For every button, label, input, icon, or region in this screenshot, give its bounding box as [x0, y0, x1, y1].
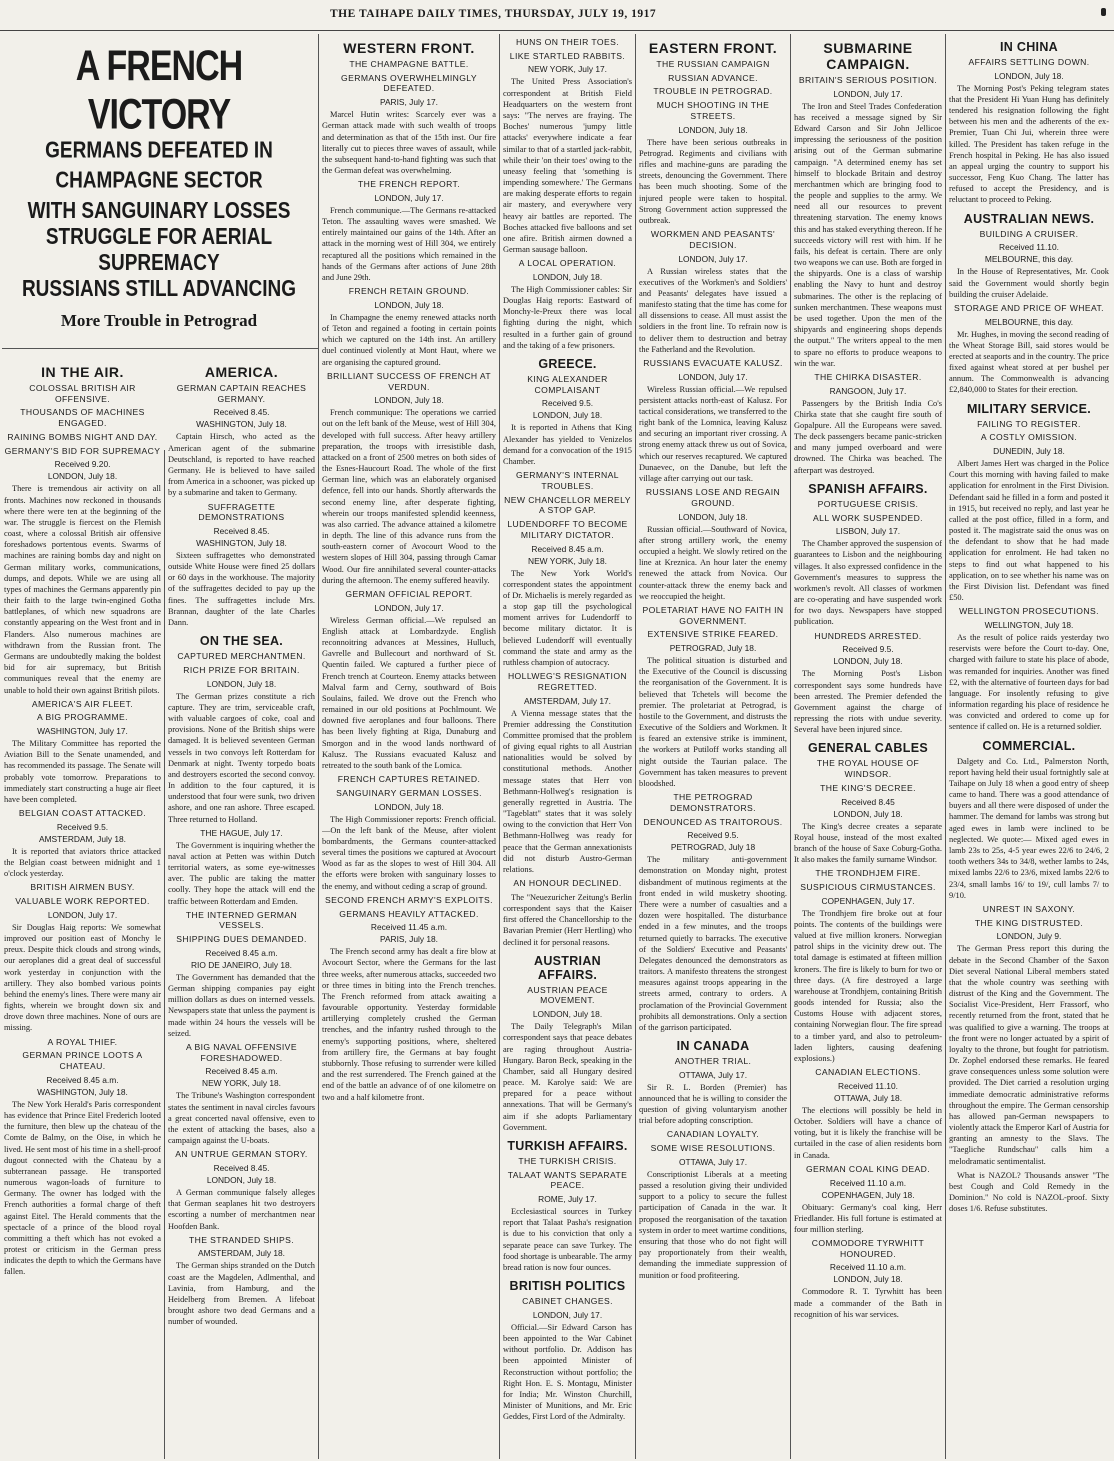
article-body: As the result of police raids yesterday two reservists were before the Court to-day. One, charged with failure to state his place of abode, was remanded for inquiries. Another was fined £2, with the alternative of fourteen days for bad language. For insolently refusing to give information regarding his place of residence he was convicted and ordered to come up for sentence if called on. He is a returned soldier.	[949, 633, 1109, 732]
dateline: OTTAWA, July 17.	[678, 1069, 748, 1080]
article-subhead: ALL WORK SUSPENDED.	[813, 512, 923, 523]
article-headline: CANADIAN LOYALTY.	[666, 1129, 760, 1140]
article-headline: AUSTRIAN AFFAIRS.	[534, 953, 601, 982]
article-headline: UNREST IN SAXONY.	[982, 903, 1076, 914]
article-subhead: TROUBLE IN PETROGRAD.	[653, 86, 773, 97]
article-headline: STORAGE AND PRICE OF WHEAT.	[954, 302, 1104, 313]
article-headline: WORKMEN AND PEASANTS' DECISION.	[650, 229, 776, 250]
dateline: LONDON, July 17.	[678, 371, 748, 382]
received-time: Received 9.5.	[56, 821, 109, 832]
article-subhead: NEW CHANCELLOR MERELY A STOP GAP.	[504, 494, 631, 516]
article-headline: IN THE AIR.	[41, 364, 124, 380]
dateline: LONDON, July 18.	[833, 656, 903, 667]
column-3	[322, 34, 496, 1459]
dateline: OTTAWA, July 18.	[833, 1092, 903, 1103]
article-subhead: RUSSIAN ADVANCE.	[668, 72, 758, 83]
article-body: The Military Committee has reported the Aviation Bill to the Senate unamended, and has recommended its passage. The Senate will probably vote tomorrow. Preparations to immediately start constructing a huge air fleet have been completed.	[4, 739, 161, 804]
article-headline: GENERAL CABLES	[808, 741, 928, 756]
article-headline: THE FRENCH REPORT.	[357, 179, 461, 190]
article-body: Captain Hirsch, who acted as the American agent of the submarine Deutschland, is reported to have reached Germany. He is believed to have sailed from America in a schooner, was picked up by a submarine and taken to Germany.	[168, 432, 315, 498]
article-subhead: ANOTHER TRIAL.	[674, 1056, 752, 1067]
article-headline: AMERICA'S AIR FLEET.	[31, 698, 134, 709]
article-subhead: AUSTRIAN PEACE MOVEMENT.	[527, 984, 608, 1006]
article-subhead: GERMANS OVERWHELMINGLY DEFEATED.	[341, 72, 477, 94]
article-headline: WESTERN FRONT.	[343, 40, 475, 56]
article-headline: EASTERN FRONT.	[648, 40, 778, 56]
article-headline: A BIG NAVAL OFFENSIVE FORESHADOWED.	[186, 1041, 297, 1063]
article-headline: POLETARIAT HAVE NO FAITH IN GOVERNMENT.	[642, 604, 784, 626]
lead-subhead: RUSSIANS STILL ADVANCING	[21, 277, 297, 303]
received-time: Received 11.10.	[838, 1080, 898, 1091]
article-headline: RUSSIANS EVACUATE KALUSZ.	[643, 357, 783, 368]
article-headline: SUBMARINE CAMPAIGN.	[823, 40, 913, 72]
article-subhead: MUCH SHOOTING IN THE STREETS.	[656, 100, 770, 121]
lead-banner	[4, 34, 314, 344]
dateline: LONDON, July 18.	[206, 678, 277, 689]
lead-subhead: More Trouble in Petrograd	[60, 311, 258, 331]
article-subhead: VALUABLE WORK REPORTED.	[15, 896, 150, 907]
dateline: MELBOURNE, this day.	[984, 316, 1074, 327]
article-headline: AMERICA.	[204, 364, 279, 380]
article-body: French communique: The operations we carried out on the left bank of the Meuse, west of Hill 304, developed with full success. After heavy artillery preparation, the troops with irresistible dash, attacked on a front of 2500 metres on both sides of the Esnes-Haucourt Road. The whole of the first German line, which was an elaborately organised defence, fell into our hands. Shortly afterwards the second enemy line, after desperate fighting, wherein our troops manifested splendid keenness, was also carried. The advance attained a kilometre in depth. The line of this advance runs from the south-eastern corner of Avocourt Wood to the western slopes of Hill 304, passing through Camar Wood. Our fire annihilated several counter-attacks during the afternoon. The enemy suffered heavily.	[322, 408, 496, 585]
article-body: The High Commissioner cables: Sir Douglas Haig reports: Eastward of Monchy-le-Preux there was local fighting during the night, which resulted in a further gain of ground and the taking of a few prisoners.	[503, 284, 632, 350]
article-body: The Government is inquiring whether the naval action at Petten was within Dutch territorial waters, as some eye-witnesses aver. The public are taking the matter coolly. They hope the attack will end the traffic between Rotterdam and Emden.	[168, 840, 315, 906]
column-7	[949, 34, 1109, 1459]
dateline: NEW YORK, July 18.	[528, 555, 607, 566]
article-subhead: PORTUGUESE CRISIS.	[817, 498, 919, 509]
dateline: NEW YORK, July 17.	[528, 64, 607, 75]
article-subhead: SHIPPING DUES DEMANDED.	[176, 934, 307, 945]
article-headline: GERMAN COAL KING DEAD.	[805, 1163, 931, 1174]
article-body: French communique.—The Germans re-attacked Teton. The assaulting waves were smashed. We entirely maintained our gains of the 14th. After an attack in the morning west of Hill 304, we entirely recaptured all the positions which remained in the hands of the Germans after actions of June 28th and June 29th.	[322, 205, 496, 282]
article-headline: GREECE.	[538, 356, 597, 371]
dateline: LONDON, July 18.	[206, 1175, 277, 1186]
article-headline: HUNS ON THEIR TOES.	[515, 37, 620, 47]
article-body: Albert James Hert was charged in the Police Court this morning with having failed to make application for enrolment in the First Division. Defendant said he filled in a form and posted it in 1915, but received no reply, and last year he called at the post office, filled in a form, and posted it. The magistrate said the onus was on the defendant to show that he had made application for enrolment. He had taken no steps to find out what happened to his application, on to see whether his name was on the First Division list. Defendant was fined £50.	[949, 459, 1109, 603]
article-subhead: DENOUNCED AS TRAITOROUS.	[643, 816, 783, 827]
dateline: THE HAGUE, July 17.	[200, 827, 283, 838]
article-headline: A LOCAL OPERATION.	[518, 258, 617, 269]
lead-subhead: STRUGGLE FOR AERIAL SUPREMACY	[45, 224, 273, 277]
received-time: Received 8.45 a.m.	[46, 1074, 119, 1085]
article-body: The French second army has dealt a fire blow at Avocourt Sector, where the Germans for the last three weeks, after numerous attacks, succeeded two or three times in biting into the French trenches. The French reformed from attack awaiting a favourable opportunity. Yesterday formidable artillerying completely crushed the German trenches, and the infantry rushed through to the enemy's supporting positions, where, sheltered from artillery fire, the Germans at bay fought stubbornly. Those refusing to surrender were killed and the rest surrendered. The French gained at the end of the battle an advance of of one kilometre on two and a half kilometre front.	[322, 947, 496, 1102]
article-headline: CANADIAN ELECTIONS.	[815, 1067, 921, 1078]
article-subhead: SUSPICIOUS CIRMUSTANCES.	[800, 882, 936, 893]
received-time: Received 8.45 a.m.	[205, 1066, 278, 1077]
dateline: LONDON, July 18.	[374, 395, 444, 406]
article-subhead: THOUSANDS OF MACHINES ENGAGED.	[20, 407, 145, 429]
article-body: The military anti-government demonstration on Monday night, protest disbandment of mutinous regiments at the front ended in wild musketry shooting. There were a number of casualties and a dozen were hospitalled. The disturbance ended in a few minutes, and the troops returned quietly to barracks. The executive of the Soldiers' Executive and Peasants' Delegates denounced the demonstrators as traitors. A manifesto threatens the strongest measures against troops appearing in the streets armed, contrary to orders. A proclamation of the Provincial Government prohibits all demonstrations. Only a section of the garrison participated.	[639, 855, 787, 1032]
advertisement-text: What is NAZOL? Thousands answer "The best Cough and Cold Remedy in the Dominion." No cold is NAZOL-proof. Sixty doses 1/6. Refuse substitutes.	[949, 1170, 1109, 1214]
article-headline: IN CANADA	[676, 1039, 750, 1054]
article-subhead: GERMAN CAPTAIN REACHES GERMANY.	[176, 383, 307, 404]
masthead-title: THE TAIHAPE DAILY TIMES, THURSDAY, JULY 19, 1917	[330, 8, 657, 20]
article-body: In the House of Representatives, Mr. Cook said the Government would shortly begin building the cruiser Adelaide.	[949, 267, 1109, 299]
lead-subhead: WITH SANGUINARY LOSSES	[27, 199, 291, 225]
received-time: Received 8.45.	[213, 1163, 270, 1174]
dateline: COPENHAGEN, July 17.	[821, 895, 915, 906]
article-body: The political situation is disturbed and the Executive of the Council is discussing the reorganisation of the Government. It is believed that Tchetels will become the premier. The proletariat at Petrograd, is hostile to the Government, and distrusts the Executive of the Soldiers and Workmen. It is feared an extensive strike is imminent, the workers at Putiloff works standing all night outside the Taurian palace. The Government has taken measures to prevent bloodshed.	[639, 656, 787, 788]
article-headline: COMMODORE TYRWHITT HONOURED.	[811, 1238, 925, 1259]
column-rule	[318, 34, 319, 1459]
article-body: The Iron and Steel Trades Confederation has received a message signed by Sir Edward Carson and Sir John Jellicoe impressing the seriousness of the position arising out of the German submarine campaign. "A determined enemy has set himself to blockade Britain and destroy merchantmen which are bringing food to the people and supplies to the army. We need all our resources to prevent threatening starvation. The enemy knows this and has staked everything thereon. If he succeeds victory will rest with him. If he fails, his defeat is certain. There are only two weapons we can use. Both are forged in the shipyards. One is a class of warship enabling the Navy to hunt and destroy submarines. The other is the replacing of sunken merchantmen. These weapons must be used together. Upon the men of the shipyards and engineering shops depends the output." The writers appeal to the men to spare no efforts to produce weapons to win the war.	[794, 101, 942, 368]
article-body: It is reported that aviators thrice attacked the Belgian coast between midnight and 1 o'clock yesterday.	[4, 846, 161, 879]
dateline: OTTAWA, July 17.	[678, 1156, 748, 1167]
dateline: LONDON, July 17.	[374, 602, 444, 613]
received-time: Received 8.45.	[213, 525, 270, 536]
dateline: PETROGRAD, July 18	[670, 842, 756, 853]
dateline: RIO DE JANEIRO, July 18.	[191, 959, 292, 970]
received-time: Received 8.45	[841, 796, 895, 807]
article-subhead: CAPTURED MERCHANTMEN.	[177, 651, 306, 662]
column-rule	[499, 34, 500, 1459]
article-body: Sir R. L. Borden (Premier) has announced that he is willing to consider the question of giving voluntaryism another trial before adopting conscription.	[639, 1082, 787, 1126]
dateline: LONDON, July 17.	[678, 253, 748, 264]
banner-rule	[2, 348, 318, 349]
article-headline: BRITISH AIRMEN BUSY.	[30, 882, 135, 893]
article-body: Dalgety and Co. Ltd., Palmerston North, report having held their usual fortnightly sale at Taihape on July 18 when a good entry of sheep came to hand. There was a good attendance of buyers and all there were disposed of under the hammer. The demand for lambs was strong but aged ewes in lamb were inclined to be neglected. We quote:— Mixed aged ewes in lamb 23s to 25s, 4-5 year ewes 22/6 to 24/6, 2 tooth wethers 34s to 34/8, wether lambs to 24s, mixed lambs 22/6 to 23/6, mixed lambs 22/6 to 23/4, small lambs 16/ to 19/, cull lambs 7/ to 9/10.	[949, 756, 1109, 900]
lead-subhead: GERMANS DEFEATED IN CHAMPAGNE SECTOR	[45, 138, 273, 194]
article-subhead: LUDENDORFF TO BECOME MILITARY DICTATOR.	[507, 519, 628, 540]
article-subhead: BRITAIN'S SERIOUS POSITION.	[798, 75, 938, 85]
article-body: Marcel Hutin writes: Scarcely ever was a German attack made with such wealth of troops and determination as that of the 15th inst. Our fire literally cut to pieces three waves of assault, while the subsequent hand-to-hand fighting was such that the German defeat was overwhelming.	[322, 110, 496, 176]
dateline: PARIS, July 18.	[379, 934, 439, 945]
article-headline: AN UNTRUE GERMAN STORY.	[175, 1149, 308, 1160]
article-body: Mr. Hughes, in moving the second reading of the Wheat Storage Bill, said stores would be erected at seaports and in the country. The price fixed against wheat stored at per bushel per annum. The Commonwealth is advancing £2,840,000 to States for their erection.	[949, 329, 1109, 395]
article-body: The United Press Association's correspondent at British Field Headquarters on the western front says: "The nerves are fraying. The Boches' numerous 'jumpy little attacks' everywhere indicate a fear similar to that of a startled jack-rabbit, while their 'on their toes' owing to the uneasy feeling that 'something is impending somewhere.' The Germans are making desperate efforts to regain air mastery, and everywhere very heavy air battles are reported. The Boches attacked five balloons and set one afire. British airmen downed a German sausage balloon.	[503, 77, 632, 255]
article-subhead: GERMAN PRINCE LOOTS A CHATEAU.	[22, 1050, 143, 1072]
article-subhead: COLOSSAL BRITISH AIR OFFENSIVE.	[29, 383, 136, 404]
dateline: MELBOURNE, this day.	[984, 254, 1074, 265]
article-body: Obituary: Germany's coal king, Herr Friedlander. His full fortune is estimated at four million sterling.	[794, 1202, 942, 1234]
dateline: LONDON, July 17.	[532, 1309, 603, 1320]
article-body: The King's decree creates a separate Royal house, instead of the most exalted branch of the house of Saxe Coburg-Gotha. It also makes the family surname Windsor.	[794, 821, 942, 865]
article-subhead: BUILDING A CRUISER.	[979, 228, 1079, 239]
dateline: NEW YORK, July 18.	[202, 1078, 281, 1089]
dateline: WASHINGTON, July 18.	[196, 419, 287, 430]
article-subhead: EXTENSIVE STRIKE FEARED.	[647, 629, 779, 640]
received-time: Received 11.10.	[999, 242, 1059, 253]
article-body: The German Press report this during the debate in the Second Chamber of the Saxon Diet several National Liberal members stated that the whole country was seething with distrust of the King and the Government. The Socialist Vice-President, Herr Frassorf, who recently returned from the front, stated that he was qualified to give a warning. The troops at the front were no longer actuated by a spirit of loyalty to the throne, but fought for patriotism. Dr. Zophel endorsed these remarks. He feared grave consequences unless some solution were provided. The Diet carried a resolution urging immediate democratic administrative reforms throughout the empire. The German censorship has allowed pan-German newspapers to violently attack the Emperor Karl of Austria for granting an amnesty to the Slavs. The "Taegliche Rundschau" calls him a melodramatic sentimentalist.	[949, 944, 1109, 1166]
article-body: The "Neuezuricher Zeitung's Berlin correspondent says that the Kaiser first offered the Chancellorship to the Bavarian Premier (Herr Hertling) who declined it for personal reasons.	[503, 892, 632, 947]
article-body: Sir Douglas Haig reports: We somewhat improved our position east of Monchy le preux. Despite thick clouds and strong winds, our aeroplanes did a great deal of successful work yesterday in conjunction with the artillery. They also bombed various points behind the enemy's lines. There were many air fights, wherein we brought down six and drove down three machines. None of ours are missing.	[4, 922, 161, 1033]
article-subhead: KING ALEXANDER COMPLAISANT	[527, 373, 608, 395]
article-headline: GERMANY'S INTERNAL TROUBLES.	[516, 470, 619, 491]
dateline: AMSTERDAM, July 18.	[197, 1248, 286, 1259]
dateline: AMSTERDAM, July 18.	[38, 833, 127, 844]
received-time: Received 9.5.	[541, 398, 594, 409]
article-headline: GERMAN OFFICIAL REPORT.	[345, 588, 473, 599]
article-body: Conscriptionist Liberals at a meeting passed a resolution giving their undivided support to a policy to secure the fullest participation of Canada in the war. It proposed the reorganisation of the taxation system in order to meet wartime conditions, ensuring that those who do not fight will pay proportionately from their wealth, demanding the immediate suppression of munition or food profiteering.	[639, 1169, 787, 1280]
article-subhead: A COSTLY OMISSION.	[980, 432, 1078, 443]
article-headline: COMMERCIAL.	[982, 738, 1076, 753]
article-subhead: CABINET CHANGES.	[522, 1296, 613, 1307]
dateline: WASHINGTON, July 18.	[37, 1086, 128, 1097]
article-headline: IN CHINA	[1000, 40, 1058, 54]
article-body: A German communique falsely alleges that German seaplanes hit two destroyers escorting a number of merchantmen near Hoofden Bank.	[168, 1188, 315, 1231]
received-time: Received 11.10 a.m.	[829, 1177, 907, 1188]
article-headline: THE STRANDED SHIPS.	[188, 1234, 294, 1245]
article-headline: THE TRONDHJEM FIRE.	[815, 868, 921, 879]
dateline: PETROGRAD, July 18.	[669, 643, 757, 654]
article-subhead: THE KING DISTRUSTED.	[974, 917, 1084, 928]
dateline: LONDON, July 18.	[374, 801, 444, 812]
column-1	[4, 358, 161, 1458]
article-headline: FRENCH CAPTURES RETAINED.	[337, 774, 481, 785]
dateline: LONDON, July 18.	[678, 511, 748, 522]
dateline: WASHINGTON, July 18.	[196, 537, 287, 548]
article-headline: SPANISH AFFAIRS.	[808, 481, 928, 496]
article-subhead: GERMANY'S BID FOR SUPREMACY	[4, 445, 161, 456]
article-body: The Chamber approved the suspension of guarantees to Lisbon and the neighbouring villages. It also expressed confidence in the Government's measures to suppress the workmen's revolt. All classes of workmen are co-operating and have suspended work for two days. Newspapers have stopped publication.	[794, 539, 942, 627]
dateline: DUNEDIN, July 18.	[993, 446, 1065, 457]
article-body: The Tribune's Washington correspondent states the sentiment in naval circles favours a great concerted naval offensive, even to the extent of attacking the bases, also a campaign against the U-boats.	[168, 1091, 315, 1146]
article-subhead: SANGUINARY GERMAN LOSSES.	[336, 787, 482, 798]
article-headline: RUSSIANS LOSE AND REGAIN GROUND.	[645, 487, 781, 508]
article-headline: MILITARY SERVICE.	[966, 401, 1092, 416]
article-body: The elections will possibly be held in October. Soldiers will have a chance of voting, but it is likely the franchise will be curtailed in the case of alien residents born in Canada.	[794, 1105, 942, 1160]
article-body: Ecclesiastical sources in Turkey report that Talaat Pasha's resignation is due to his conviction that only a separate peace can save Turkey. The food shortage is unbearable. The army bread ration is now four ounces.	[503, 1207, 632, 1272]
article-body: Sixteen suffragettes who demonstrated outside White House were fined 25 dollars or 60 days in the workhouse. The majority of the suffragettes decided to pay up the fines. The suffragettes include Mrs. Brannan, daughter of the late Charles Dann.	[168, 550, 315, 627]
received-time: Received 11.45 a.m.	[370, 922, 448, 933]
column-2	[168, 358, 315, 1458]
article-headline: HUNDREDS ARRESTED.	[814, 630, 922, 641]
dateline: LONDON, July 18.	[532, 410, 603, 421]
article-body: There have been serious outbreaks in Petrograd. Regiments and civilians with rifles and machine-guns are parading the streets, denouncing the Government. There has been much shooting. Some of the injured people were taken to hospital. Strong Government action suppressed the outbreak.	[639, 137, 787, 225]
article-body: The Morning Post's Peking telegram states that the President Hi Yuan Hung has definitely tendered his resignation following the fight between his men and the adherents of the ex-Premier, Tuan Chi Jui, wherein three were killed. The President has taken refuge in the French hospital in Peking. He has also issued an appeal urging the country to support his successor, Feng Kuo Chang. The latter has refused to accept the Presidency, and is reluctant to proceed to Peking.	[949, 83, 1109, 205]
article-subhead: THE CHAMPAGNE BATTLE.	[349, 59, 469, 69]
received-time: Received 9.20.	[54, 459, 111, 470]
received-time: Received 8.45 a.m.	[205, 947, 278, 958]
article-body: The High Commissioner reports: French official.—On the left bank of the Meuse, after violent bombardments, the Germans counter-attacked several times the positions we captured at Avocourt Wood as far as the slopes to west of Hill 304. All the efforts were broken with sanguinary losses to the enemy, and without ceding a scrap of ground.	[322, 814, 496, 891]
article-body: Commodore R. T. Tyrwhitt has been made a commander of the Bath in recognition of his war services.	[794, 1287, 942, 1319]
dateline: PARIS, July 17.	[379, 97, 439, 108]
article-body: It is reported in Athens that King Alexander has yielded to Venizelos demand for a convocation of the 1915 Chamber.	[503, 423, 632, 466]
article-body: The German prizes constitute a rich capture. They are trim, serviceable craft, with valuable cargoes of coke, coal and provisions. None of the British ships were damaged. It is believed seventeen German vessels in two convoys left Rotterdam for Denmark at night. Twenty torpedo boats and destroyers escorted the second convoy. In addition to the four captured, it is understood that four were sunk, two driven ashore, and one ran ashore. Three escaped. Three returned to Holland.	[168, 691, 315, 824]
article-body: There is tremendous air activity on all fronts. Machines now reckoned in thousands where there were ten at the beginning of the war. The struggle is fiercest on the Flemish coast, where a colossal British air offensive foreshadows portentous events. Swarms of machines are raining bombs day and night on German military works, communications, dumps, and depots. While we are using all types of machines the Germans apparently pin their faith to the large twin-engined Gotha battleplanes, of which new squadrons are constantly appearing on the West front and in Flanders. Also numerous machines are withdrawn from the Russian front. The Germans are undoubtedly making the boldest bid for air supremacy, but British communiques reveal that the enemy are unable to hold their own against British pilots.	[4, 484, 161, 695]
dateline: LISBON, July 17.	[835, 526, 901, 537]
article-body: Official.—Sir Edward Carson has been appointed to the War Cabinet without portfolio. Dr. Addison has been appointed Minister of Reconstruction without portfolio; the Right Hon. E. S. Montagu, Minister for India; Mr. Winston Churchill, Minister of Munitions, and Mr. Eric Geddes, First Lord of the Admiralty.	[503, 1322, 632, 1422]
dateline: LONDON, July 18.	[994, 70, 1064, 81]
article-subhead: AFFAIRS SETTLING DOWN.	[968, 57, 1090, 67]
article-body: Passengers by the British India Co's Chirka state that she caught fire south of Gopalpure. All the Europeans were saved. The deck passengers became panic-stricken and many jumped overboard and were drowned. The Chirka was beached. The afterpart was destroyed.	[794, 398, 942, 475]
page-mark	[1101, 8, 1106, 16]
column-rule	[945, 34, 946, 1459]
dateline: RANGOON, July 17.	[829, 385, 907, 396]
masthead	[0, 0, 1114, 31]
article-body: The Government has demanded that the German shipping companies pay eight million dollars as dues on interned vessels. Newspapers state that unless the payment is made within 24 hours the vessels will be seized.	[168, 972, 315, 1038]
article-body: The Morning Post's Lisbon correspondent says some hundreds have been arrested. The Premier defended the Government against the charge of repressing the riots with undue severity. Several have been injured since.	[794, 669, 942, 735]
received-time: Received 8.45 a.m.	[531, 543, 604, 554]
dateline: COPENHAGEN, July 18.	[821, 1189, 915, 1200]
article-headline: ON THE SEA.	[199, 634, 284, 649]
article-body: The New York World's correspondent states the appointment of Dr. Michaelis is merely regarded as a stop gap till the psychological moment arrives for Ludendorff to become military dictator. It is believed Ludendorff will eventually command the state and army as the ruthless champion of autocracy.	[503, 568, 632, 667]
article-subhead: THE ROYAL HOUSE OF WINDSOR.	[816, 758, 920, 780]
dateline: LONDON, July 18.	[532, 271, 603, 282]
article-headline: THE INTERNED GERMAN VESSELS.	[185, 909, 298, 931]
dateline: LONDON, July 17.	[47, 909, 118, 920]
dateline: LONDON, July 18.	[678, 124, 748, 135]
article-subhead: SOME WISE RESOLUTIONS.	[650, 1143, 776, 1154]
article-body: The Daily Telegraph's Milan correspondent says that peace debates are raging throughout Austria-Hungary. Baron Beck, speaking in the Chamber, said all Hungary desired peace. M. Karolye said: We are prepared for a peace without annexations. That will be Germany's aim if she adopts Parliamentary Government.	[503, 1022, 632, 1132]
article-headline: SUFFRAGETTE DEMONSTRATIONS	[198, 501, 285, 523]
dateline: LONDON, July 18.	[374, 299, 444, 310]
article-body: Wireless German official.—We repulsed an English attack at Lombardzyde. English reconnoitring advances at Messines, Hulluch, Gavrelle and Bullecourt and northward of St. Quentin failed. We captured a further piece of French trench at Courteon. Enemy attacks between Malval farm and Cerny, southward of Bois Soulains, failed. We drove out the French who remained in our old positions at Pochlmount. We downed five aeroplanes and four balloons. There has been lively fighting at Riga, Dunaburg and Smorgon and in the wood lands northward of Kalusz. The Russians evacuated Kalusz and retreated to the south bank of the Lomica.	[322, 615, 496, 770]
article-headline: THE CHIRKA DISASTER.	[814, 371, 922, 382]
dateline: AMSTERDAM, July 17.	[523, 695, 612, 706]
article-subhead: A BIG PROGRAMME.	[37, 712, 128, 723]
article-subhead: GERMANS HEAVILY ATTACKED.	[339, 908, 479, 919]
column-6	[794, 34, 942, 1459]
article-headline: THE PETROGRAD DEMONSTRATORS.	[670, 792, 756, 813]
column-5	[639, 34, 787, 1459]
dateline: LONDON, July 17.	[833, 88, 903, 99]
article-headline: TURKISH AFFAIRS.	[507, 1138, 628, 1153]
dateline: ROME, July 17.	[538, 1194, 597, 1205]
received-time: Received 8.45.	[213, 407, 270, 418]
article-body: The New York Herald's Paris correspondent has evidence that Prince Eitel Frederich looted the furniture, then blew up the chateau of the Comte de Balmy, on the Oise, in which he lived. He sent most of his time in a shell-proof dugout connected with the Chateau by a subterranean passage. He transported numerous wagon-loads of furniture to Germany. The owner has lodged with the French authorities a formal charge of theft against Eitel. The Herald comments that the spectacle of a prince of the blood royal committing a theft which has not evoked a protest or criticism in the German press indicates the depth to which the Germans have fallen.	[4, 1099, 161, 1277]
dateline: LONDON, July 18.	[833, 1274, 903, 1285]
dateline: LONDON, July 18.	[532, 1009, 603, 1020]
article-subhead: RAINING BOMBS NIGHT AND DAY.	[7, 431, 158, 442]
article-headline: A ROYAL THIEF.	[47, 1036, 118, 1047]
column-4	[503, 34, 632, 1459]
article-headline: WELLINGTON PROSECUTIONS.	[959, 606, 1099, 617]
article-body: A Russian wireless states that the executives of the Workmen's and Soldiers' and Peasants' delegates have issued a manifesto stating that the time has come for all dissensions to cease. All must assist the soldiers in the front line. To refrain now is to deliver them to destruction and betray the Fatherland and the Revolution.	[639, 266, 787, 354]
article-body: The German ships stranded on the Dutch coast are the Magdelen, Adlmenthal, and Lavinia, from Hamburg, and the Heidelberg from Bremen. A lifeboat brought ashore two dead Germans and a number of wounded.	[168, 1261, 315, 1327]
article-subhead: THE KING'S DECREE.	[820, 782, 916, 793]
article-subhead: THE RUSSIAN CAMPAIGN	[656, 59, 770, 69]
received-time: Received 9.5.	[842, 644, 894, 655]
article-body: The Trondhjem fire broke out at four points. The contents of the buildings were valued at five million kroners. Norwegian patrol ships in the vicinity drew out. The total damage is estimated at fifteen million kroners. The fire is likely to burn for two or three days. (A fire destroyed a large warehouse at Trondhjem, containing British goods intended for Russia; also the Customs House with adjacent stores, containing Norwegian flour. The fire spread to a timber yard, and also to petroleum-laden lighters, causing deafening explosions.)	[794, 908, 942, 1063]
article-headline: HOLLWEG'S RESIGNATION REGRETTED.	[507, 671, 628, 692]
received-time: Received 9.5.	[687, 830, 739, 841]
article-subhead: FAILING TO REGISTER.	[977, 418, 1081, 429]
article-body: In Champagne the enemy renewed attacks north of Teton and regained a footing in certain points which we captured on the 14th inst. An artillery duel continued violently at Mont Haut, where we are organising the captured ground.	[322, 312, 496, 367]
dateline: WELLINGTON, July 18.	[984, 620, 1074, 631]
column-rule	[635, 34, 636, 1459]
dateline: LONDON, July 17.	[374, 192, 444, 203]
article-headline: BRITISH POLITICS	[509, 1279, 626, 1294]
article-headline: SECOND FRENCH ARMY'S EXPLOITS.	[325, 894, 493, 905]
article-headline: AUSTRALIAN NEWS.	[963, 211, 1095, 226]
article-headline: BELGIAN COAST ATTACKED.	[18, 808, 147, 819]
article-headline: BRILLIANT SUCCESS OF FRENCH AT VERDUN.	[326, 370, 491, 392]
dateline: LONDON, July 18.	[47, 471, 118, 482]
article-subhead: LIKE STARTLED RABBITS.	[509, 50, 626, 61]
article-body: Russian official.—Southward of Novica, after strong artillery work, the enemy occupied a height. We slowly retired on the line at Kreznica. An hour later the enemy renewed the attack from Novica. Our counter-attack threw the enemy back and we reoccupied the height.	[639, 524, 787, 601]
article-subhead: RICH PRIZE FOR BRITAIN.	[183, 664, 300, 675]
column-rule	[790, 34, 791, 1459]
received-time: Received 11.10 a.m.	[829, 1262, 907, 1273]
article-subhead: THE TURKISH CRISIS.	[518, 1155, 617, 1166]
column-rule	[164, 450, 165, 1459]
dateline: WASHINGTON, July 17.	[37, 726, 128, 737]
lead-headline: A FRENCH VICTORY	[75, 42, 243, 139]
article-body: Wireless Russian official.—We repulsed persistent attacks north-east of Kalusz. For tactical considerations, we transferred to the right bank of the Lomnica, leaving Kalusz and securing an important river crossing. A strong enemy attack threw us out of Sovica, which our reserves recaptured. We captured Dunaevec, on the Danube, but left the village after carrying out our task.	[639, 384, 787, 483]
dateline: LONDON, July 18.	[833, 808, 903, 819]
article-body: A Vienna message states that the Premier addressing the Constitution Committee promised that the problem of giving equal rights to all Austrian nationalities would be solved by constitutional methods. Another message states that Herr von Bethmann-Hollweg's resignation is generally regretted in Austria. The "Tageblatt" states that it was solely owing to the conviction that Herr Von Bethmann-Hollweg was ready for peace that the German annexationists did not disturb Austro-German relations.	[503, 708, 632, 874]
article-subhead: TALAAT WANTS SEPARATE PEACE.	[507, 1169, 628, 1191]
article-headline: FRENCH RETAIN GROUND.	[348, 286, 470, 297]
article-headline: AN HONOUR DECLINED.	[513, 878, 622, 889]
dateline: LONDON, July 9.	[996, 931, 1062, 942]
